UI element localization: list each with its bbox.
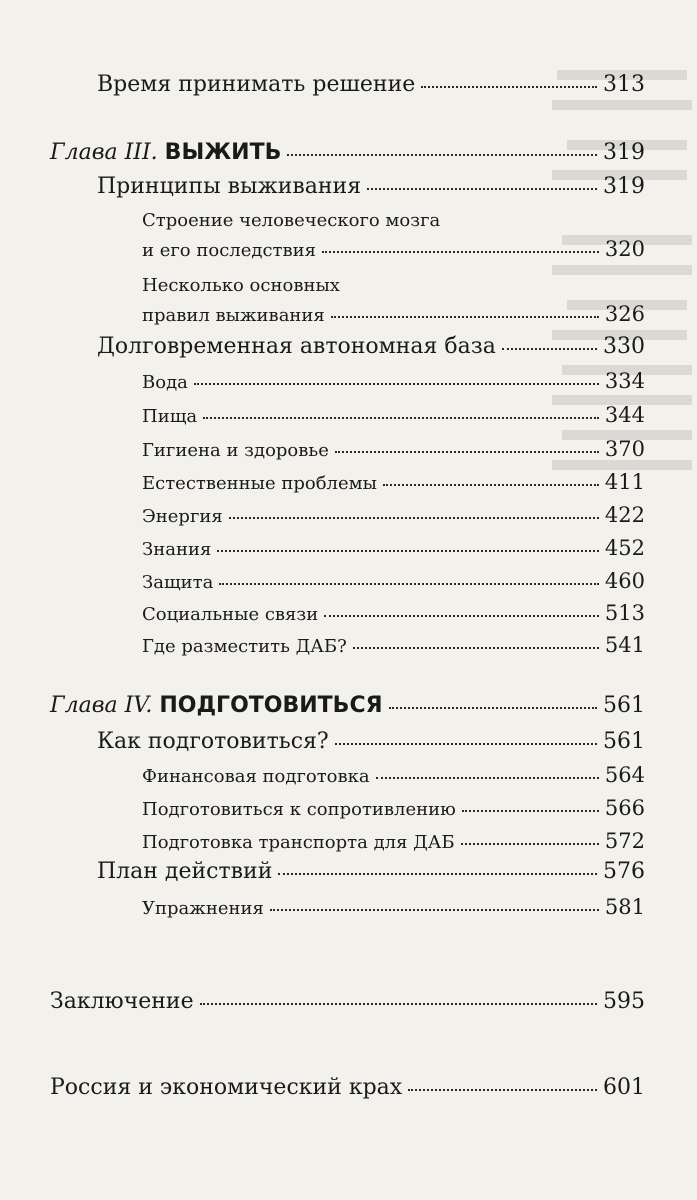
entry-title: Социальные связи	[142, 604, 319, 625]
page-number: 330	[603, 334, 645, 359]
entry-title: Упражнения	[142, 898, 264, 919]
page-number: 561	[603, 729, 645, 754]
dot-leader	[462, 810, 599, 812]
page-number: 313	[603, 72, 645, 97]
toc-chapter-3	[50, 140, 645, 165]
page-number: 460	[604, 569, 645, 593]
dot-leader	[376, 777, 599, 779]
toc-entry-long-term-base	[97, 334, 645, 359]
dot-leader	[194, 383, 599, 385]
entry-title: Знания	[142, 539, 212, 560]
toc-entry-action-plan	[97, 859, 645, 884]
dot-leader	[335, 451, 599, 453]
dot-leader	[200, 1003, 597, 1005]
toc-entry-financial-preparation	[142, 763, 645, 787]
entry-title: Пища	[142, 406, 198, 427]
dot-leader	[278, 873, 597, 875]
toc-entry-survival-rules	[142, 302, 645, 326]
toc-entry-where-place-dab	[142, 633, 645, 657]
entry-title-line1: Строение человеческого мозга	[142, 210, 441, 231]
dot-leader	[353, 647, 599, 649]
entry-title: Вода	[142, 372, 188, 393]
toc-entry-energy	[142, 503, 645, 527]
dot-leader	[217, 550, 599, 552]
entry-title: Защита	[142, 572, 214, 593]
toc-entry-water	[142, 369, 645, 393]
entry-title-line1: Несколько основных	[142, 275, 340, 296]
entry-title: План действий	[97, 859, 273, 884]
toc-entry-protection	[142, 569, 645, 593]
chapter-title	[50, 693, 383, 718]
toc-entry-survival-principles	[97, 174, 645, 199]
entry-title: Время принимать решение	[97, 72, 416, 97]
page-number: 601	[603, 1075, 645, 1100]
entry-title: Подготовка транспорта для ДАБ	[142, 832, 455, 853]
entry-title: Энергия	[142, 506, 223, 527]
toc-entry-exercises	[142, 895, 645, 919]
dot-leader	[324, 615, 599, 617]
page-number: 564	[604, 763, 645, 787]
dot-leader	[229, 517, 599, 519]
dot-leader	[461, 843, 599, 845]
page-number: 513	[604, 601, 645, 625]
page-number: 452	[604, 536, 645, 560]
toc-entry-knowledge	[142, 536, 645, 560]
page-number: 320	[604, 237, 645, 261]
page-number: 411	[604, 470, 645, 494]
entry-title: Россия и экономический крах	[50, 1075, 403, 1100]
toc-entry-brain-structure	[142, 237, 645, 261]
entry-title: Где разместить ДАБ?	[142, 636, 347, 657]
dot-leader	[203, 417, 599, 419]
entry-title: Заключение	[50, 989, 194, 1014]
dot-leader	[502, 348, 597, 350]
dot-leader	[389, 707, 597, 709]
entry-title: Долговременная автономная база	[97, 334, 496, 359]
page-number: 334	[604, 369, 645, 393]
chapter-title	[50, 140, 281, 165]
entry-title: Естественные проблемы	[142, 473, 377, 494]
page-number: 370	[604, 437, 645, 461]
toc-entry-food	[142, 403, 645, 427]
page-number: 541	[604, 633, 645, 657]
page-number: 319	[603, 174, 645, 199]
entry-title: и его последствия	[142, 240, 316, 261]
dot-leader	[383, 484, 599, 486]
entry-title: Финансовая подготовка	[142, 766, 370, 787]
dot-leader	[322, 251, 599, 253]
chapter-name: ПОДГОТОВИТЬСЯ	[159, 693, 383, 718]
dot-leader	[219, 583, 599, 585]
dot-leader	[408, 1089, 597, 1091]
toc-entry-russia-economic-crash	[50, 1075, 645, 1100]
toc-entry-hygiene	[142, 437, 645, 461]
toc-entry-time-to-decide	[97, 72, 645, 97]
page-number: 326	[604, 302, 645, 326]
page-number: 576	[603, 859, 645, 884]
page-number: 422	[604, 503, 645, 527]
toc-chapter-4	[50, 693, 645, 718]
dot-leader	[367, 188, 597, 190]
dot-leader	[287, 154, 597, 156]
chapter-number: Глава IV.	[50, 693, 153, 718]
entry-title: Подготовиться к сопротивлению	[142, 799, 456, 820]
chapter-number: Глава III.	[50, 140, 158, 165]
entry-title: Как подготовиться?	[97, 729, 329, 754]
dot-leader	[270, 909, 599, 911]
page-number: 572	[604, 829, 645, 853]
toc-entry-natural-problems	[142, 470, 645, 494]
toc-entry-transport-preparation	[142, 829, 645, 853]
chapter-name: ВЫЖИТЬ	[164, 140, 282, 165]
dot-leader	[421, 86, 597, 88]
dot-leader	[331, 316, 599, 318]
page-number: 319	[603, 140, 645, 165]
page-number: 566	[604, 796, 645, 820]
page-number: 344	[604, 403, 645, 427]
page-number: 561	[603, 693, 645, 718]
entry-title: правил выживания	[142, 305, 325, 326]
toc-entry-social-links	[142, 601, 645, 625]
entry-title: Принципы выживания	[97, 174, 362, 199]
entry-title: Гигиена и здоровье	[142, 440, 329, 461]
dot-leader	[335, 743, 597, 745]
toc-entry-conclusion	[50, 989, 645, 1014]
toc-entry-how-to-prepare	[97, 729, 645, 754]
toc-entry-prepare-resistance	[142, 796, 645, 820]
page-number: 595	[603, 989, 645, 1014]
page-number: 581	[604, 895, 645, 919]
